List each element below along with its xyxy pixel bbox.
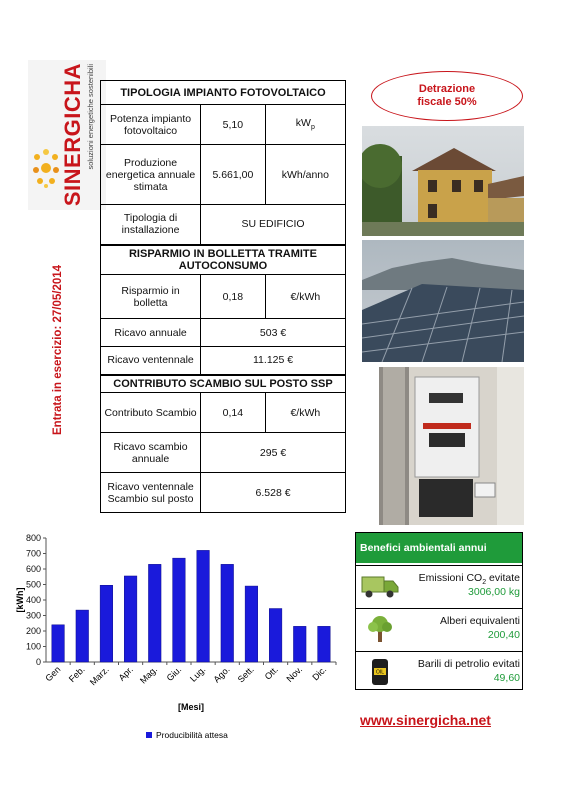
contributo-unit: €/kWh xyxy=(265,393,345,433)
produzione-label: Produzione energetica annuale stimata xyxy=(101,145,201,205)
benefit-label-oil: Barili di petrolio evitati xyxy=(417,658,520,670)
y-tick-label: 600 xyxy=(25,564,41,574)
ssp-annuale-label: Ricavo scambio annuale xyxy=(101,433,201,473)
benefits-title: Benefici ambientali annui xyxy=(356,533,522,563)
production-bar-chart xyxy=(14,530,344,740)
logo-tagline: soluzioni energetiche sostenibili xyxy=(86,64,95,170)
x-tick-label: Feb. xyxy=(66,664,87,685)
section-title-ssp: CONTRIBUTO SCAMBIO SUL POSTO SSP xyxy=(101,375,346,393)
bar-nov xyxy=(293,626,306,662)
bar-lug xyxy=(197,550,210,662)
bar-sett xyxy=(245,586,258,662)
legend-swatch xyxy=(146,732,152,738)
logo-sun-icon xyxy=(32,148,60,188)
solar-panels-photo xyxy=(362,240,524,362)
y-axis-label: [kWh] xyxy=(15,587,25,613)
tax-deduction-badge: Detrazione fiscale 50% xyxy=(371,71,523,121)
bar-ago xyxy=(221,564,234,662)
tree-icon xyxy=(360,614,400,644)
website-link[interactable]: www.sinergicha.net xyxy=(360,712,491,728)
bolletta-unit: €/kWh xyxy=(265,275,345,319)
potenza-value: 5,10 xyxy=(201,105,266,145)
inverter-photo xyxy=(379,367,524,525)
truck-icon xyxy=(360,571,400,601)
bolletta-label: Risparmio in bolletta xyxy=(101,275,201,319)
ricavo-annuale-value: 503 € xyxy=(201,319,346,347)
ricavo-ventennale-value: 11.125 € xyxy=(201,347,346,375)
bar-mag xyxy=(148,564,161,662)
x-tick-label: Nov. xyxy=(284,664,305,685)
bar-ott xyxy=(269,609,282,662)
section-title-risparmio: RISPARMIO IN BOLLETTA TRAMITE AUTOCONSUMO xyxy=(101,245,346,275)
bar-gen xyxy=(52,625,65,662)
tipologia-label: Tipologia di installazione xyxy=(101,205,201,245)
ricavo-ventennale-label: Ricavo ventennale xyxy=(101,347,201,375)
bar-marz xyxy=(100,585,113,662)
production-chart xyxy=(14,530,344,740)
x-tick-label: Lug. xyxy=(188,664,208,684)
x-tick-label: Gen xyxy=(43,664,63,684)
commissioning-date: Entrata in esercizio: 27/05/2014 xyxy=(52,264,64,436)
benefit-row-co2 xyxy=(356,565,522,606)
y-tick-label: 700 xyxy=(25,548,41,559)
y-tick-label: 400 xyxy=(25,595,41,605)
x-tick-label: Ago. xyxy=(211,664,232,685)
potenza-label: Potenza impianto fotovoltaico xyxy=(101,105,201,145)
bolletta-value: 0,18 xyxy=(201,275,266,319)
benefit-value-co2: 3006,00 kg xyxy=(468,586,520,598)
potenza-unit: $kW_p$ xyxy=(265,105,345,145)
y-tick-label: 800 xyxy=(25,533,41,543)
svg-text:OIL: OIL xyxy=(375,669,385,676)
produzione-unit: kWh/anno xyxy=(265,145,345,205)
ricavo-annuale-label: Ricavo annuale xyxy=(101,319,201,347)
house-photo xyxy=(362,126,524,236)
legend-label: Producibilità attesa xyxy=(156,730,228,740)
x-tick-label: Marz. xyxy=(87,664,111,688)
tipologia-value: SU EDIFICIO xyxy=(201,205,346,245)
ssp-ventennale-label: Ricavo ventennale Scambio sul posto xyxy=(101,473,201,513)
benefit-row-trees xyxy=(356,608,522,649)
x-tick-label: Sett. xyxy=(235,664,256,685)
benefit-label-trees: Alberi equivalenti xyxy=(440,615,520,627)
ssp-annuale-value: 295 € xyxy=(201,433,346,473)
y-tick-label: 500 xyxy=(25,579,41,590)
benefit-row-oil xyxy=(356,651,522,692)
benefit-value-oil: 49,60 xyxy=(493,672,520,684)
benefit-label-co2: Emissioni $CO_2$ evitate xyxy=(418,572,520,587)
produzione-value: 5.661,00 xyxy=(201,145,266,205)
bar-dic xyxy=(318,626,331,662)
logo-wordmark: SINERGICHA xyxy=(60,63,85,207)
y-tick-label: 300 xyxy=(25,610,41,621)
plant-data-table xyxy=(100,80,346,513)
y-tick-label: 200 xyxy=(25,626,41,636)
contributo-value: 0,14 xyxy=(201,393,266,433)
company-logo xyxy=(28,60,106,210)
benefit-value-trees: 200,40 xyxy=(487,629,520,641)
x-tick-label: Mag. xyxy=(137,664,160,686)
x-axis-label: [Mesi] xyxy=(177,702,205,712)
bar-giu xyxy=(173,558,186,662)
x-tick-label: Dic. xyxy=(310,664,329,683)
section-title-impianto: TIPOLOGIA IMPIANTO FOTOVOLTAICO xyxy=(101,81,346,105)
environmental-benefits-box xyxy=(355,532,523,690)
bar-apr xyxy=(124,576,137,662)
ssp-ventennale-value: 6.528 € xyxy=(201,473,346,513)
bar-feb xyxy=(76,610,89,662)
x-tick-label: Ott. xyxy=(262,664,280,682)
y-tick-label: 0 xyxy=(35,657,41,667)
contributo-label: Contributo Scambio xyxy=(101,393,201,433)
x-tick-label: Giu. xyxy=(164,664,184,684)
y-tick-label: 100 xyxy=(25,641,41,652)
oil-barrel-icon xyxy=(360,657,400,687)
x-tick-label: Apr. xyxy=(116,664,135,683)
